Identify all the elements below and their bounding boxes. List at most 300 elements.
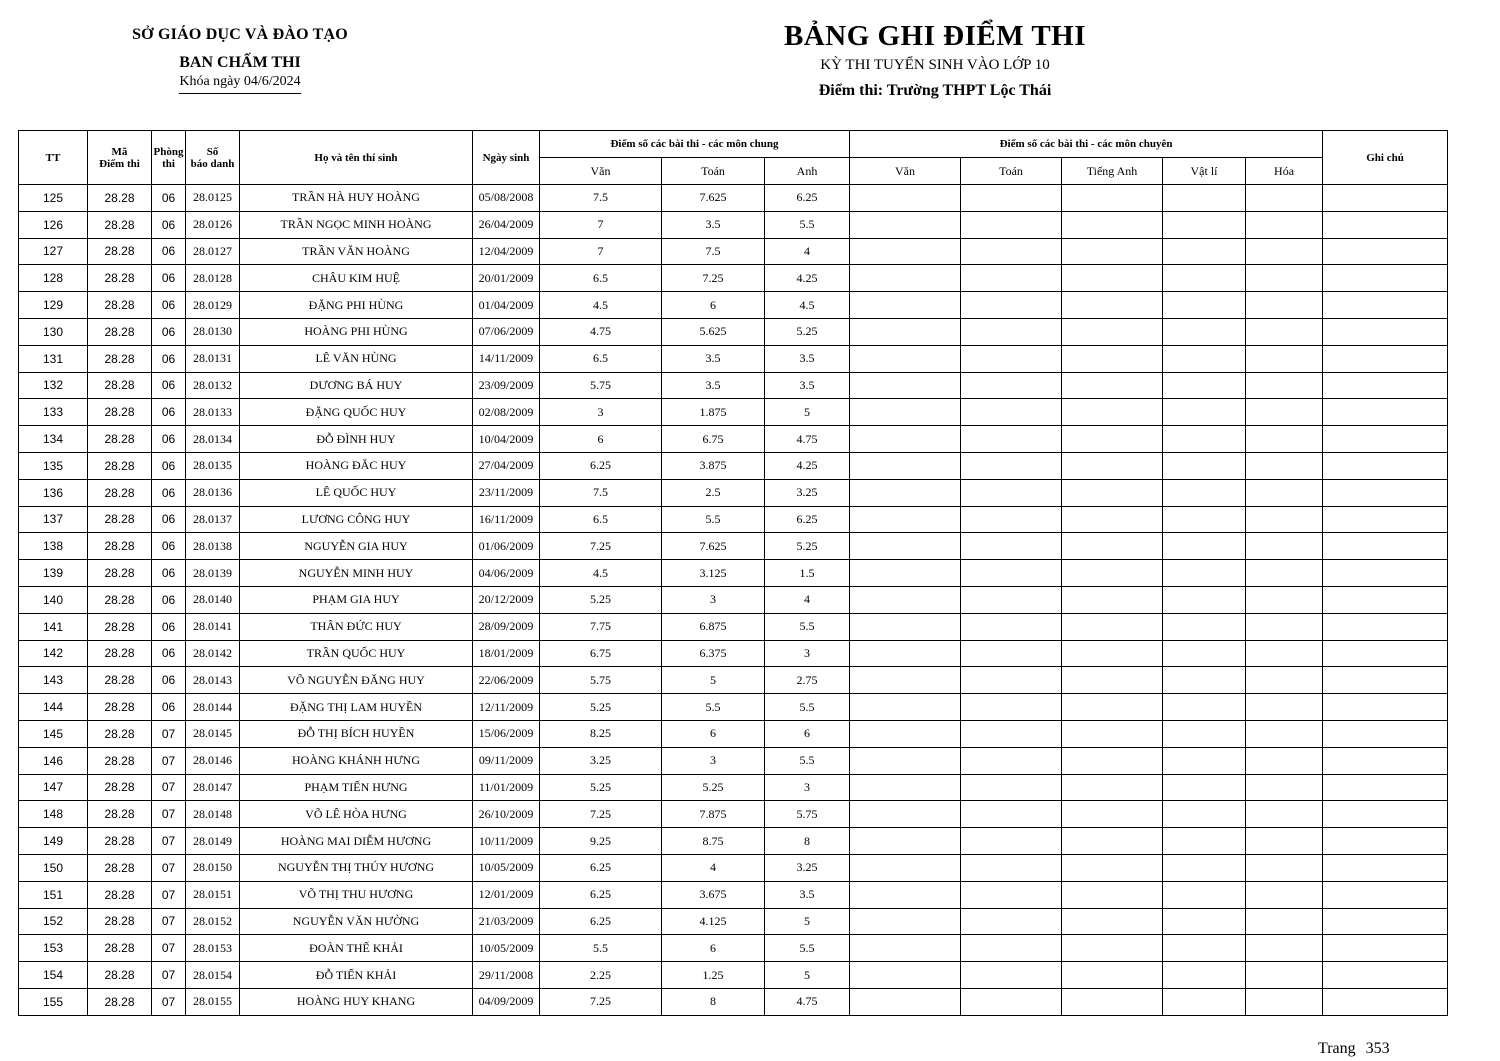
cell-special-vat-li [1163, 962, 1246, 989]
cell-common-toan: 5 [662, 667, 765, 694]
cell-ma-diem-thi: 28.28 [88, 667, 152, 694]
cell-special-hoa [1246, 774, 1323, 801]
cell-ma-diem-thi: 28.28 [88, 881, 152, 908]
table-row [19, 586, 1448, 613]
cell-so-bao-danh: 28.0129 [186, 292, 240, 319]
cell-ma-diem-thi: 28.28 [88, 318, 152, 345]
cell-special-hoa [1246, 265, 1323, 292]
table-row [19, 506, 1448, 533]
cell-special-tieng-anh [1062, 292, 1163, 319]
cell-phong-thi: 07 [152, 801, 186, 828]
cell-common-toan: 3 [662, 586, 765, 613]
cell-special-van [850, 372, 961, 399]
cell-student-name: ĐẶNG QUỐC HUY [240, 399, 473, 426]
cell-tt: 132 [19, 372, 88, 399]
cell-special-hoa [1246, 613, 1323, 640]
cell-student-name: HOÀNG PHI HÙNG [240, 318, 473, 345]
cell-special-van [850, 185, 961, 212]
cell-special-hoa [1246, 292, 1323, 319]
cell-student-name: ĐỖ THỊ BÍCH HUYỀN [240, 720, 473, 747]
cell-special-vat-li [1163, 292, 1246, 319]
cell-common-toan: 1.875 [662, 399, 765, 426]
cell-special-tieng-anh [1062, 962, 1163, 989]
cell-so-bao-danh: 28.0141 [186, 613, 240, 640]
cell-student-name: VÕ THỊ THU HƯƠNG [240, 881, 473, 908]
cell-so-bao-danh: 28.0145 [186, 720, 240, 747]
cell-common-anh: 4.75 [765, 426, 850, 453]
cell-special-hoa [1246, 828, 1323, 855]
cell-common-anh: 5.5 [765, 694, 850, 721]
cell-tt: 138 [19, 533, 88, 560]
cell-student-name: HOÀNG ĐẮC HUY [240, 452, 473, 479]
cell-special-van [850, 265, 961, 292]
cell-special-tieng-anh [1062, 399, 1163, 426]
cell-tt: 140 [19, 586, 88, 613]
cell-common-toan: 3.675 [662, 881, 765, 908]
cell-special-toan [961, 694, 1062, 721]
cell-special-hoa [1246, 560, 1323, 587]
cell-common-van: 5.25 [540, 586, 662, 613]
table-row [19, 238, 1448, 265]
table-row [19, 640, 1448, 667]
cell-special-van [850, 586, 961, 613]
col-header-ma-diem-thi: Mã Điểm thi [88, 131, 152, 185]
cell-ma-diem-thi: 28.28 [88, 694, 152, 721]
cell-special-toan [961, 828, 1062, 855]
cell-special-vat-li [1163, 265, 1246, 292]
table-row [19, 533, 1448, 560]
cell-phong-thi: 06 [152, 667, 186, 694]
table-row [19, 935, 1448, 962]
cell-tt: 130 [19, 318, 88, 345]
cell-tt: 126 [19, 211, 88, 238]
cell-special-hoa [1246, 694, 1323, 721]
cell-student-name: PHẠM TIẾN HƯNG [240, 774, 473, 801]
cell-special-vat-li [1163, 426, 1246, 453]
cell-common-toan: 1.25 [662, 962, 765, 989]
table-row [19, 667, 1448, 694]
cell-note [1323, 292, 1448, 319]
table-row [19, 613, 1448, 640]
cell-common-van: 5.25 [540, 694, 662, 721]
cell-so-bao-danh: 28.0134 [186, 426, 240, 453]
cell-special-van [850, 506, 961, 533]
cell-special-hoa [1246, 479, 1323, 506]
cell-special-vat-li [1163, 908, 1246, 935]
cell-special-tieng-anh [1062, 211, 1163, 238]
cell-dob: 20/12/2009 [473, 586, 540, 613]
cell-special-vat-li [1163, 345, 1246, 372]
cell-common-toan: 6.875 [662, 613, 765, 640]
header-left [110, 26, 370, 94]
board-name: BAN CHẤM THI [179, 54, 301, 71]
cell-tt: 135 [19, 452, 88, 479]
cell-ma-diem-thi: 28.28 [88, 640, 152, 667]
cell-common-van: 7.5 [540, 185, 662, 212]
cell-common-van: 5.25 [540, 774, 662, 801]
cell-common-van: 6.75 [540, 640, 662, 667]
cell-special-van [850, 479, 961, 506]
table-row [19, 881, 1448, 908]
cell-common-toan: 7.625 [662, 185, 765, 212]
col-header-special-vat-li: Vật lí [1163, 158, 1246, 185]
cell-ma-diem-thi: 28.28 [88, 426, 152, 453]
cell-ma-diem-thi: 28.28 [88, 935, 152, 962]
table-row [19, 426, 1448, 453]
cell-special-tieng-anh [1062, 533, 1163, 560]
cell-phong-thi: 06 [152, 560, 186, 587]
cell-student-name: TRẦN VĂN HOÀNG [240, 238, 473, 265]
cell-common-anh: 4 [765, 586, 850, 613]
cell-common-toan: 7.25 [662, 265, 765, 292]
cell-phong-thi: 06 [152, 399, 186, 426]
cell-note [1323, 560, 1448, 587]
cell-special-tieng-anh [1062, 265, 1163, 292]
cell-common-toan: 3 [662, 747, 765, 774]
cell-special-toan [961, 560, 1062, 587]
cell-phong-thi: 07 [152, 962, 186, 989]
cell-special-van [850, 318, 961, 345]
cell-ma-diem-thi: 28.28 [88, 854, 152, 881]
cell-special-hoa [1246, 720, 1323, 747]
score-table [18, 130, 1448, 1016]
cell-special-van [850, 694, 961, 721]
cell-common-toan: 8 [662, 988, 765, 1015]
table-row [19, 854, 1448, 881]
cell-tt: 133 [19, 399, 88, 426]
cell-phong-thi: 06 [152, 265, 186, 292]
table-row [19, 747, 1448, 774]
cell-special-tieng-anh [1062, 560, 1163, 587]
cell-special-hoa [1246, 801, 1323, 828]
page-subtitle: KỲ THI TUYỂN SINH VÀO LỚP 10 [820, 57, 1050, 73]
cell-ma-diem-thi: 28.28 [88, 613, 152, 640]
cell-common-toan: 5.5 [662, 694, 765, 721]
cell-note [1323, 211, 1448, 238]
cell-common-toan: 5.5 [662, 506, 765, 533]
cell-common-van: 6.25 [540, 908, 662, 935]
cell-common-toan: 6.375 [662, 640, 765, 667]
cell-tt: 143 [19, 667, 88, 694]
cell-tt: 145 [19, 720, 88, 747]
cell-so-bao-danh: 28.0143 [186, 667, 240, 694]
cell-special-toan [961, 774, 1062, 801]
score-table-body [19, 185, 1448, 1016]
cell-ma-diem-thi: 28.28 [88, 185, 152, 212]
cell-special-vat-li [1163, 533, 1246, 560]
cell-ma-diem-thi: 28.28 [88, 988, 152, 1015]
cell-tt: 154 [19, 962, 88, 989]
cell-so-bao-danh: 28.0137 [186, 506, 240, 533]
cell-special-van [850, 613, 961, 640]
cell-special-hoa [1246, 238, 1323, 265]
cell-special-vat-li [1163, 747, 1246, 774]
cell-phong-thi: 06 [152, 426, 186, 453]
cell-special-hoa [1246, 372, 1323, 399]
cell-special-vat-li [1163, 828, 1246, 855]
cell-common-anh: 4.25 [765, 452, 850, 479]
cell-special-toan [961, 720, 1062, 747]
cell-common-toan: 4.125 [662, 908, 765, 935]
cell-student-name: LÊ QUỐC HUY [240, 479, 473, 506]
cell-special-hoa [1246, 854, 1323, 881]
table-row [19, 720, 1448, 747]
cell-dob: 04/06/2009 [473, 560, 540, 587]
cell-common-van: 3.25 [540, 747, 662, 774]
cell-special-vat-li [1163, 935, 1246, 962]
cell-phong-thi: 06 [152, 238, 186, 265]
table-row [19, 292, 1448, 319]
col-group-special: Điểm số các bài thi - các môn chuyên [850, 131, 1323, 158]
cell-so-bao-danh: 28.0133 [186, 399, 240, 426]
cell-common-anh: 4.75 [765, 988, 850, 1015]
cell-special-van [850, 533, 961, 560]
cell-common-van: 6.25 [540, 881, 662, 908]
cell-note [1323, 533, 1448, 560]
cell-student-name: DƯƠNG BÁ HUY [240, 372, 473, 399]
cell-special-toan [961, 426, 1062, 453]
cell-tt: 127 [19, 238, 88, 265]
cell-common-toan: 5.25 [662, 774, 765, 801]
cell-special-vat-li [1163, 613, 1246, 640]
cell-tt: 149 [19, 828, 88, 855]
cell-phong-thi: 06 [152, 318, 186, 345]
cell-dob: 20/01/2009 [473, 265, 540, 292]
cell-special-toan [961, 854, 1062, 881]
cell-common-anh: 5.25 [765, 533, 850, 560]
cell-so-bao-danh: 28.0126 [186, 211, 240, 238]
table-row [19, 988, 1448, 1015]
cell-common-anh: 6 [765, 720, 850, 747]
cell-student-name: TRẦN NGỌC MINH HOÀNG [240, 211, 473, 238]
cell-special-toan [961, 988, 1062, 1015]
cell-dob: 16/11/2009 [473, 506, 540, 533]
cell-common-anh: 3.5 [765, 372, 850, 399]
cell-tt: 131 [19, 345, 88, 372]
cell-phong-thi: 07 [152, 854, 186, 881]
cell-note [1323, 265, 1448, 292]
cell-special-toan [961, 747, 1062, 774]
cell-common-anh: 5.5 [765, 747, 850, 774]
cell-student-name: NGUYỄN MINH HUY [240, 560, 473, 587]
cell-special-van [850, 988, 961, 1015]
cell-special-toan [961, 345, 1062, 372]
cell-common-anh: 4 [765, 238, 850, 265]
cell-special-vat-li [1163, 774, 1246, 801]
col-group-common: Điểm số các bài thi - các môn chung [540, 131, 850, 158]
cell-common-toan: 6 [662, 292, 765, 319]
cell-common-van: 7.5 [540, 479, 662, 506]
cell-student-name: CHÂU KIM HUỆ [240, 265, 473, 292]
col-header-special-hoa: Hóa [1246, 158, 1323, 185]
table-row [19, 962, 1448, 989]
cell-common-toan: 3.5 [662, 211, 765, 238]
cell-common-anh: 5.75 [765, 801, 850, 828]
cell-so-bao-danh: 28.0153 [186, 935, 240, 962]
page-label: Trang [1318, 1040, 1356, 1057]
cell-dob: 05/08/2008 [473, 185, 540, 212]
cell-tt: 152 [19, 908, 88, 935]
cell-note [1323, 506, 1448, 533]
cell-student-name: ĐỖ TIẾN KHẢI [240, 962, 473, 989]
cell-so-bao-danh: 28.0154 [186, 962, 240, 989]
cell-tt: 153 [19, 935, 88, 962]
cell-special-tieng-anh [1062, 506, 1163, 533]
cell-special-hoa [1246, 935, 1323, 962]
cell-so-bao-danh: 28.0125 [186, 185, 240, 212]
cell-special-toan [961, 399, 1062, 426]
cell-so-bao-danh: 28.0130 [186, 318, 240, 345]
cell-phong-thi: 07 [152, 881, 186, 908]
cell-special-tieng-anh [1062, 694, 1163, 721]
cell-dob: 15/06/2009 [473, 720, 540, 747]
cell-dob: 29/11/2008 [473, 962, 540, 989]
cell-note [1323, 345, 1448, 372]
cell-common-toan: 7.5 [662, 238, 765, 265]
cell-special-vat-li [1163, 479, 1246, 506]
cell-common-van: 8.25 [540, 720, 662, 747]
cell-special-van [850, 828, 961, 855]
cell-common-anh: 5.5 [765, 211, 850, 238]
cell-student-name: NGUYỄN VĂN HƯỜNG [240, 908, 473, 935]
cell-common-anh: 3.25 [765, 854, 850, 881]
cell-special-vat-li [1163, 694, 1246, 721]
table-row [19, 452, 1448, 479]
cell-common-van: 6.5 [540, 506, 662, 533]
cell-common-toan: 6 [662, 935, 765, 962]
cell-phong-thi: 06 [152, 694, 186, 721]
cell-dob: 27/04/2009 [473, 452, 540, 479]
cell-common-anh: 5.5 [765, 935, 850, 962]
cell-ma-diem-thi: 28.28 [88, 747, 152, 774]
cell-special-tieng-anh [1062, 801, 1163, 828]
cell-common-van: 3 [540, 399, 662, 426]
cell-student-name: THÂN ĐỨC HUY [240, 613, 473, 640]
cell-common-van: 6 [540, 426, 662, 453]
cell-special-toan [961, 185, 1062, 212]
cell-note [1323, 828, 1448, 855]
cell-student-name: VÕ NGUYỄN ĐĂNG HUY [240, 667, 473, 694]
cell-so-bao-danh: 28.0148 [186, 801, 240, 828]
col-header-tt: TT [19, 131, 88, 185]
cell-common-anh: 5 [765, 962, 850, 989]
cell-phong-thi: 06 [152, 345, 186, 372]
cell-phong-thi: 07 [152, 747, 186, 774]
cell-special-vat-li [1163, 506, 1246, 533]
cell-dob: 14/11/2009 [473, 345, 540, 372]
cell-tt: 148 [19, 801, 88, 828]
cell-special-toan [961, 667, 1062, 694]
cell-tt: 141 [19, 613, 88, 640]
cell-common-toan: 7.625 [662, 533, 765, 560]
cell-note [1323, 801, 1448, 828]
cell-common-van: 5.75 [540, 667, 662, 694]
header-right [680, 20, 1190, 100]
cell-special-van [850, 854, 961, 881]
cell-special-van [850, 345, 961, 372]
cell-special-vat-li [1163, 238, 1246, 265]
cell-common-van: 7.75 [540, 613, 662, 640]
cell-special-hoa [1246, 345, 1323, 372]
cell-ma-diem-thi: 28.28 [88, 560, 152, 587]
cell-special-tieng-anh [1062, 720, 1163, 747]
cell-note [1323, 908, 1448, 935]
cell-tt: 128 [19, 265, 88, 292]
cell-tt: 155 [19, 988, 88, 1015]
cell-phong-thi: 07 [152, 828, 186, 855]
cell-common-van: 7.25 [540, 801, 662, 828]
cell-common-toan: 6 [662, 720, 765, 747]
cell-special-tieng-anh [1062, 774, 1163, 801]
cell-tt: 147 [19, 774, 88, 801]
cell-note [1323, 372, 1448, 399]
cell-student-name: NGUYỄN GIA HUY [240, 533, 473, 560]
cell-special-van [850, 720, 961, 747]
cell-phong-thi: 06 [152, 211, 186, 238]
cell-note [1323, 962, 1448, 989]
cell-phong-thi: 06 [152, 185, 186, 212]
cell-ma-diem-thi: 28.28 [88, 828, 152, 855]
cell-special-van [850, 452, 961, 479]
cell-common-anh: 6.25 [765, 185, 850, 212]
col-header-special-toan: Toán [961, 158, 1062, 185]
cell-note [1323, 238, 1448, 265]
cell-special-vat-li [1163, 586, 1246, 613]
cell-so-bao-danh: 28.0155 [186, 988, 240, 1015]
cell-special-toan [961, 613, 1062, 640]
cell-common-van: 4.5 [540, 560, 662, 587]
cell-special-toan [961, 211, 1062, 238]
cell-special-hoa [1246, 962, 1323, 989]
cell-special-toan [961, 318, 1062, 345]
cell-common-van: 7 [540, 238, 662, 265]
col-header-so-bao-danh: Số báo danh [186, 131, 240, 185]
cell-tt: 142 [19, 640, 88, 667]
cell-ma-diem-thi: 28.28 [88, 774, 152, 801]
cell-dob: 26/10/2009 [473, 801, 540, 828]
cell-student-name: PHẠM GIA HUY [240, 586, 473, 613]
cell-tt: 151 [19, 881, 88, 908]
cell-ma-diem-thi: 28.28 [88, 506, 152, 533]
cell-special-vat-li [1163, 640, 1246, 667]
cell-special-tieng-anh [1062, 935, 1163, 962]
cell-common-van: 6.5 [540, 265, 662, 292]
col-header-name: Họ và tên thí sinh [240, 131, 473, 185]
cell-phong-thi: 06 [152, 533, 186, 560]
cell-phong-thi: 06 [152, 292, 186, 319]
cell-ma-diem-thi: 28.28 [88, 720, 152, 747]
cell-common-anh: 3.5 [765, 881, 850, 908]
cell-note [1323, 318, 1448, 345]
cell-student-name: ĐẶNG PHI HÙNG [240, 292, 473, 319]
cell-special-hoa [1246, 988, 1323, 1015]
cell-special-hoa [1246, 426, 1323, 453]
cell-student-name: ĐOÀN THẾ KHẢI [240, 935, 473, 962]
cell-note [1323, 667, 1448, 694]
cell-dob: 01/04/2009 [473, 292, 540, 319]
cell-tt: 144 [19, 694, 88, 721]
cell-note [1323, 399, 1448, 426]
table-row [19, 774, 1448, 801]
cell-ma-diem-thi: 28.28 [88, 586, 152, 613]
cell-student-name: TRẦN HÀ HUY HOÀNG [240, 185, 473, 212]
cell-so-bao-danh: 28.0144 [186, 694, 240, 721]
cell-phong-thi: 06 [152, 479, 186, 506]
cell-phong-thi: 07 [152, 988, 186, 1015]
cell-tt: 136 [19, 479, 88, 506]
cell-special-toan [961, 292, 1062, 319]
cell-so-bao-danh: 28.0135 [186, 452, 240, 479]
